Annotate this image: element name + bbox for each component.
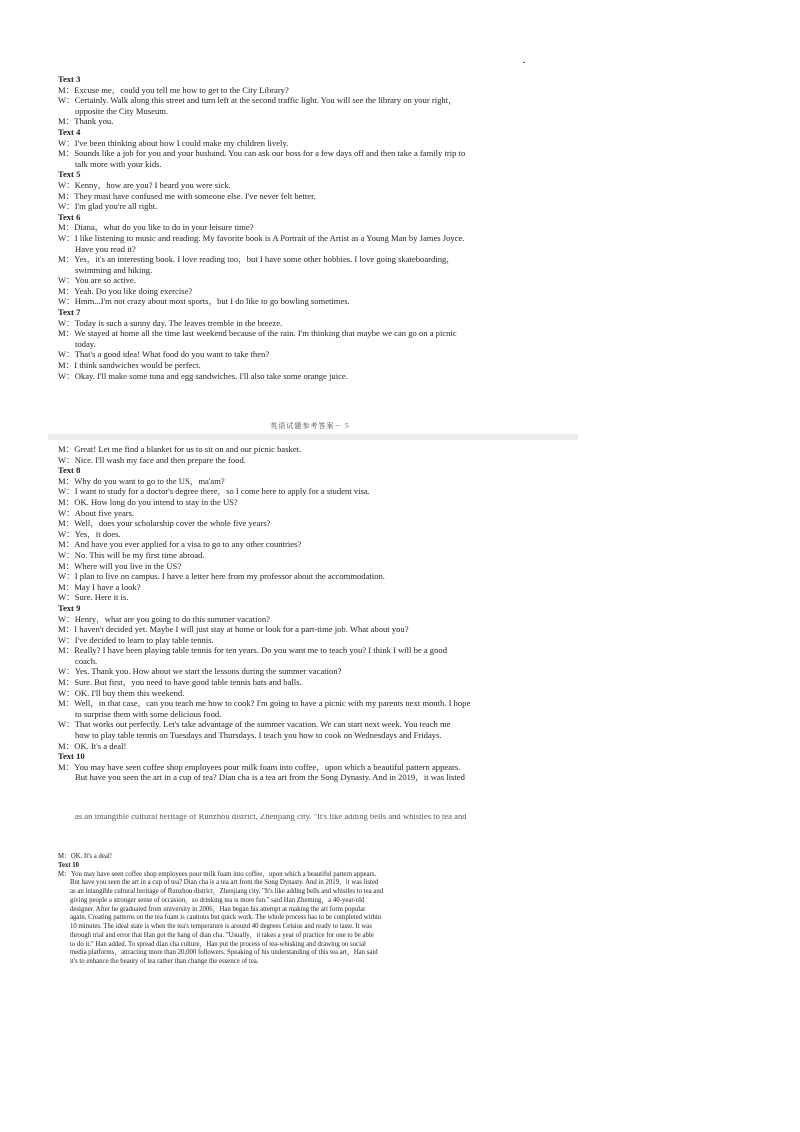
dialogue-line: media platforms，attracting more than 20,000 followers. Speaking of his understanding of this tea art，Han said	[70, 949, 378, 957]
dialogue-line: M：Thank you.	[58, 116, 114, 127]
dialogue-line: But have you seen the art in a cup of tea? Dian cha is a tea art from the Song Dynasty. And in 2019，it was listed	[70, 879, 379, 887]
dialogue-line: W：OK. I'll buy them this weekend.	[58, 687, 185, 698]
dialogue-line: M：And have you ever applied for a visa to go to any other countries?	[58, 539, 302, 550]
dialogue-line: W：I like listening to music and reading. My favorite book is A Portrait of the Artist as a Young Man by James Joyce.	[58, 232, 465, 243]
dialogue-line: to surprise them with some delicious food.	[75, 708, 222, 719]
dialogue-line: opposite the City Museum.	[75, 105, 169, 116]
dialogue-line: W：I've been thinking about how I could make my children lively.	[58, 137, 289, 148]
dialogue-line: M：You may have seen coffee shop employees pour milk foam into coffee，upon which a beautiful pattern appears.	[58, 761, 461, 772]
dialogue-line: M：Really? I have been playing table tennis for ten years. Do you want me to teach you? I think I will be a good	[58, 645, 447, 656]
dialogue-line: M：I think sandwiches would be perfect.	[58, 360, 201, 371]
cropped-line	[58, 814, 568, 822]
dialogue-line: W：You are so active.	[58, 275, 136, 286]
dialogue-line: W：Yes. Thank you. How about we start the lessons during the summer vacation?	[58, 666, 342, 677]
dialogue-line: M：May I have a look?	[58, 581, 141, 592]
dialogue-line: 10 minutes. The ideal state is when the tea's temperature is around 40 degrees Celsius and ready to taste. It was	[70, 923, 372, 930]
dialogue-line: through trial and error that Han got the hang of dian cha. "Usually，it takes a year of practice for one to be able	[70, 931, 374, 939]
dialogue-line: M：They must have confused me with someone else. I've never felt better.	[58, 190, 316, 201]
dialogue-line: again. Creating patterns on the tea foam is cautious but quick work. The whole process has to be completed within	[70, 914, 382, 922]
section-heading: Text 7	[58, 307, 81, 318]
dialogue-line: But have you seen the art in a cup of tea? Dian cha is a tea art from the Song Dynasty. And in 2019，it was listed	[75, 772, 465, 783]
dialogue-line: today.	[75, 338, 96, 349]
section-heading: Text 10	[58, 751, 85, 762]
dialogue-line: W：I'm glad you're all right.	[58, 201, 158, 212]
answer-key-section-middle	[58, 444, 568, 783]
section-heading: Text 5	[58, 169, 81, 180]
dialogue-line: M：You may have seen coffee shop employees pour milk foam into coffee，upon which a beautiful pattern appears.	[58, 870, 377, 878]
dialogue-line: W：No. This will be my first time abroad.	[58, 549, 205, 560]
dialogue-line: M：Where will you live in the US?	[58, 560, 182, 571]
dialogue-line: giving people a stronger sense of occasion，so drinking tea is more fun." said Han Zheming，a 40-year-old	[70, 896, 365, 904]
dialogue-line: M：Yes，it's an interesting book. I love reading too，but I have some other hobbies. I love going skateboarding，	[58, 254, 455, 265]
page-mark	[523, 62, 525, 63]
answer-key-section-bottom	[58, 853, 568, 967]
dialogue-line: M：Well，does your scholarship cover the whole five years?	[58, 518, 271, 529]
dialogue-line: W：About five years.	[58, 507, 135, 518]
dialogue-line: M：Excuse me，could you tell me how to get to the City Library?	[58, 84, 289, 95]
dialogue-line: Have you read it?	[75, 243, 136, 254]
dialogue-line: W：Sure. Here it is.	[58, 592, 129, 603]
dialogue-line: designer. After he graduated from university in 2006，Han began his attempt at making the art form popular	[70, 905, 366, 913]
page-footer: 英语试题参考答案－ 5	[270, 422, 350, 430]
dialogue-line: W：That's a good idea! What food do you want to take then?	[58, 349, 270, 360]
section-heading: Text 6	[58, 211, 81, 222]
dialogue-line: W：Today is such a sunny day. The leaves tremble in the breeze.	[58, 317, 283, 328]
dialogue-line: W：Okay. I'll make some tuna and egg sandwiches. I'll also take some orange juice.	[58, 370, 348, 381]
dialogue-line: to do it." Han added. To spread dian cha culture，Han put the process of tea-whisking and drawing on social	[70, 940, 366, 948]
dialogue-line: it's to enhance the beauty of tea rather than change the essence of tea.	[70, 958, 259, 965]
dialogue-line: M：Great! Let me find a blanket for us to sit on and our picnic basket.	[58, 444, 302, 454]
dialogue-line: M：I haven't decided yet. Maybe I will just stay at home or look for a part-time job. What about you?	[58, 624, 409, 635]
dialogue-line: M：Sure. But first，you need to have good table tennis bats and balls.	[58, 677, 302, 688]
dialogue-line: M：OK. It's a deal!	[58, 853, 113, 860]
dialogue-line: W：I want to study for a doctor's degree there，so I come here to apply for a student visa.	[58, 486, 370, 497]
section-heading: Text 3	[58, 74, 81, 84]
dialogue-line: W：I've decided to learn to play table tennis.	[58, 634, 214, 645]
dialogue-line: swimming and hiking.	[75, 264, 153, 275]
dialogue-line: W：Certainly. Walk along this street and turn left at the second traffic light. You will see the library on your right，	[58, 95, 457, 106]
dialogue-line: M：OK. It's a deal!	[58, 740, 127, 751]
section-heading: Text 4	[58, 126, 81, 137]
dialogue-line: M：Yeah. Do you like doing exercise?	[58, 285, 193, 296]
dialogue-line: W：Nice. I'll wash my face and then prepare the food.	[58, 454, 246, 465]
section-heading: Text 9	[58, 602, 81, 613]
dialogue-line: M：Well，in that case，can you teach me how to cook? I'm going to have a picnic with my parents next month. I hope	[58, 698, 471, 709]
dialogue-line: M：Why do you want to go to the US，ma'am?	[58, 475, 225, 486]
dialogue-line: M：Sounds like a job for you and your husband. You can ask our boss for a few days off and then take a family trip to	[58, 148, 466, 159]
dialogue-line: M：Diana，what do you like to do in your leisure time?	[58, 222, 254, 233]
dialogue-line: W：I plan to live on campus. I have a letter here from my professor about the accommodation.	[58, 571, 385, 582]
dialogue-line: W：That works out perfectly. Let's take advantage of the summer vacation. We can start next week. You teach me	[58, 719, 451, 730]
dialogue-line: as an intangible cultural heritage of Runzhou district，Zhenjiang city. "It's like adding bells and whistles to tea and	[70, 888, 384, 895]
dialogue-line: W：Henry，what are you going to do this summer vacation?	[58, 613, 270, 624]
answer-key-section-top	[58, 74, 568, 381]
cropped-line-text: as an intangible cultural heritage of Runzhou district, Zhenjiang city. "It's like adding bells and whistles to tea and	[75, 814, 467, 821]
dialogue-line: W：Yes，it does.	[58, 528, 121, 539]
page-separator	[48, 434, 578, 440]
dialogue-line: coach.	[75, 655, 98, 666]
dialogue-line: M：We stayed at home all the time last weekend because of the rain. I'm thinking that maybe we can go on a picnic	[58, 328, 457, 339]
dialogue-line: W：Hmm...I'm not crazy about most sports，but I do like to go bowling sometimes.	[58, 296, 350, 307]
dialogue-line: M：OK. How long do you intend to stay in the US?	[58, 496, 238, 507]
dialogue-line: W：Kenny，how are you? I heard you were sick.	[58, 179, 231, 190]
dialogue-line: how to play table tennis on Tuesdays and Thursdays. I teach you how to cook on Wednesdays and Fridays.	[75, 730, 442, 741]
dialogue-line: talk more with your kids.	[75, 158, 162, 169]
section-heading: Text 10	[58, 861, 80, 869]
section-heading: Text 8	[58, 465, 81, 476]
